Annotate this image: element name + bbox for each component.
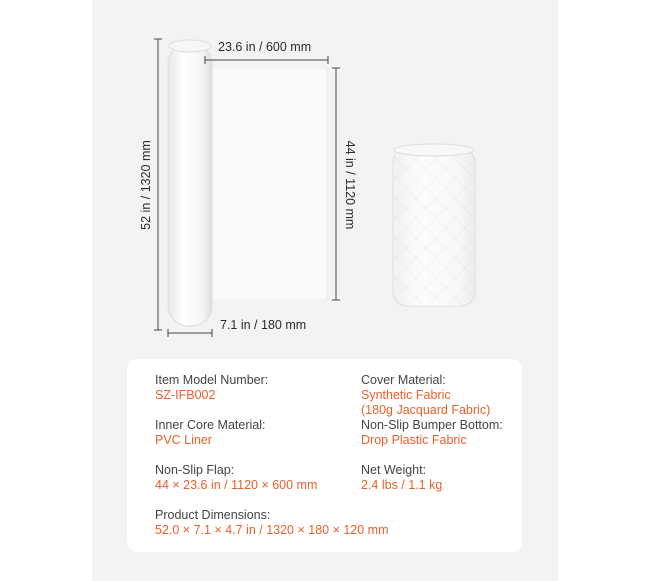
diameter-dimension-label: 7.1 in / 180 mm (220, 318, 307, 332)
spec-weight (361, 463, 442, 493)
spec-product-dimensions (155, 508, 389, 538)
spec-value: (180g Jacquard Fabric) (361, 403, 491, 417)
spec-label: Item Model Number: (155, 373, 269, 387)
width-dimension-label: 23.6 in / 600 mm (218, 40, 312, 54)
tall-roll (168, 40, 212, 326)
spec-value: 52.0 × 7.1 × 4.7 in / 1320 × 180 × 120 mm (155, 523, 389, 537)
spec-bottom (361, 418, 503, 448)
spec-label: Net Weight: (361, 463, 427, 477)
flap-sheet (205, 68, 327, 300)
short-roll (393, 144, 475, 306)
spec-label: Non-Slip Bumper Bottom: (361, 418, 503, 432)
spec-value: SZ-IFB002 (155, 388, 216, 402)
spec-model (155, 373, 268, 403)
spec-label: Non-Slip Flap: (155, 463, 235, 477)
spec-label: Product Dimensions: (155, 508, 271, 522)
spec-value: PVC Liner (155, 433, 212, 447)
spec-label: Cover Material: (361, 373, 446, 387)
flap-height-dimension-label: 44 in / 1120 mm (343, 140, 357, 230)
spec-value: 44 × 23.6 in / 1120 × 600 mm (155, 478, 318, 492)
spec-value: Drop Plastic Fabric (361, 433, 467, 447)
spec-value: Synthetic Fabric (361, 388, 451, 402)
spec-label: Inner Core Material: (155, 418, 266, 432)
spec-cover (361, 373, 490, 418)
spec-value: 2.4 lbs / 1.1 kg (361, 478, 443, 492)
specifications-card (127, 359, 522, 552)
spec-flap (155, 463, 317, 493)
total-height-dimension-label: 52 in / 1320 mm (139, 140, 153, 230)
spec-core (155, 418, 265, 448)
